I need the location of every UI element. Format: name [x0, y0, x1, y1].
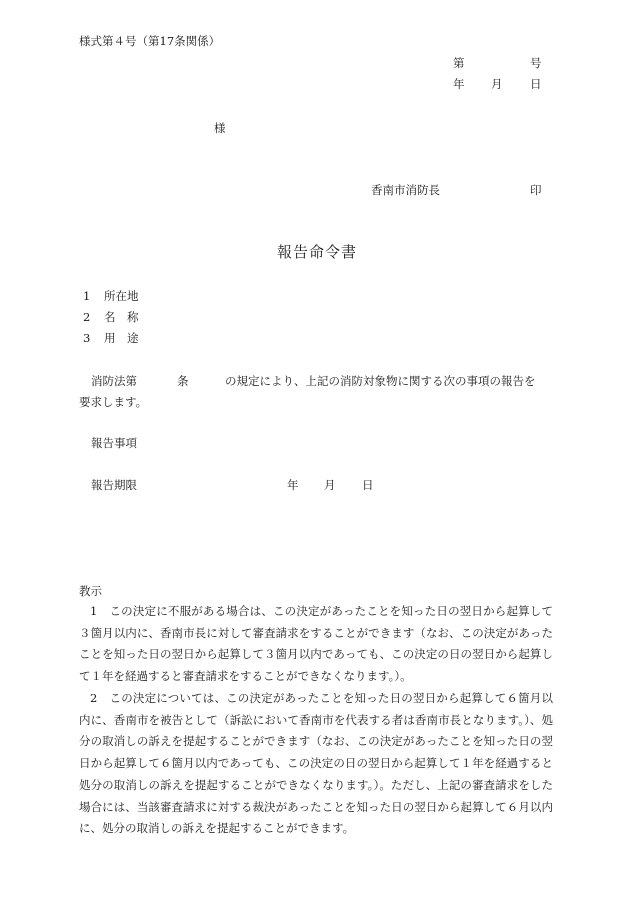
issuer-seal: 印 — [530, 183, 542, 197]
date-year: 年 — [453, 77, 465, 91]
addressee-honorific: 様 — [214, 121, 226, 135]
doc-number-prefix: 第 — [453, 56, 465, 70]
date-day: 日 — [530, 77, 542, 91]
report-items-label: 報告事項 — [91, 436, 137, 450]
kyoji-item-number: 2 — [90, 691, 98, 705]
deadline-day: 日 — [362, 478, 374, 492]
page-title: 報告命令書 — [277, 243, 358, 261]
doc-number-suffix: 号 — [530, 56, 542, 70]
field-label-use: 用 途 — [104, 331, 139, 345]
kyoji-heading: 教示 — [79, 584, 102, 598]
kyoji-item-number: 1 — [90, 604, 98, 618]
kyoji-item-text: この決定については、この決定があったことを知った日の翌日から起算して６箇月以内に、香南市を被告として（訴訟において香南市を代表する者は香南市長となります。）、処分の取消しの訴えを提起することができます（なお、この決定があったことを知った日の翌日から起算して６箇月以内であっても、この決定の日の翌日から起算して１年を経過すると処分の取消しの訴えを提起することができなくなります。）。ただし、上記の審査請求をした場合には、当該審査請求に対する裁決があったことを知った日の翌日から起算して６月以内に、処分の取消しの訴えを提起することができます。 — [79, 691, 553, 836]
kyoji-item-2 — [79, 688, 553, 840]
body-law-prefix: 消防法第 — [91, 374, 137, 388]
field-number-3: 3 — [83, 331, 91, 345]
body-text: の規定により、上記の消防対象物に関する次の事項の報告を — [225, 374, 536, 388]
deadline-month: 月 — [324, 478, 336, 492]
issuer-name: 香南市消防長 — [371, 183, 440, 197]
date-month: 月 — [491, 77, 503, 91]
kyoji-item-text: この決定に不服がある場合は、この決定があったことを知った日の翌日から起算して３箇月以内に、香南市長に対して審査請求をすることができます（なお、この決定があったことを知った日の翌日から起算して３箇月以内であっても、この決定の日の翌日から起算して１年を経過すると審査請求をすることができなくなります。）。 — [79, 604, 553, 684]
deadline-label: 報告期限 — [91, 478, 137, 492]
field-number-1: 1 — [83, 289, 91, 303]
field-label-location: 所在地 — [104, 289, 139, 303]
deadline-year: 年 — [287, 478, 299, 492]
kyoji-item-1 — [79, 601, 553, 688]
body-article: 条 — [177, 374, 189, 388]
field-label-name: 名 称 — [104, 310, 139, 324]
form-number: 様式第４号（第17条関係） — [79, 34, 221, 48]
field-number-2: 2 — [83, 310, 91, 324]
body-text-line2: 要求します。 — [79, 395, 148, 409]
